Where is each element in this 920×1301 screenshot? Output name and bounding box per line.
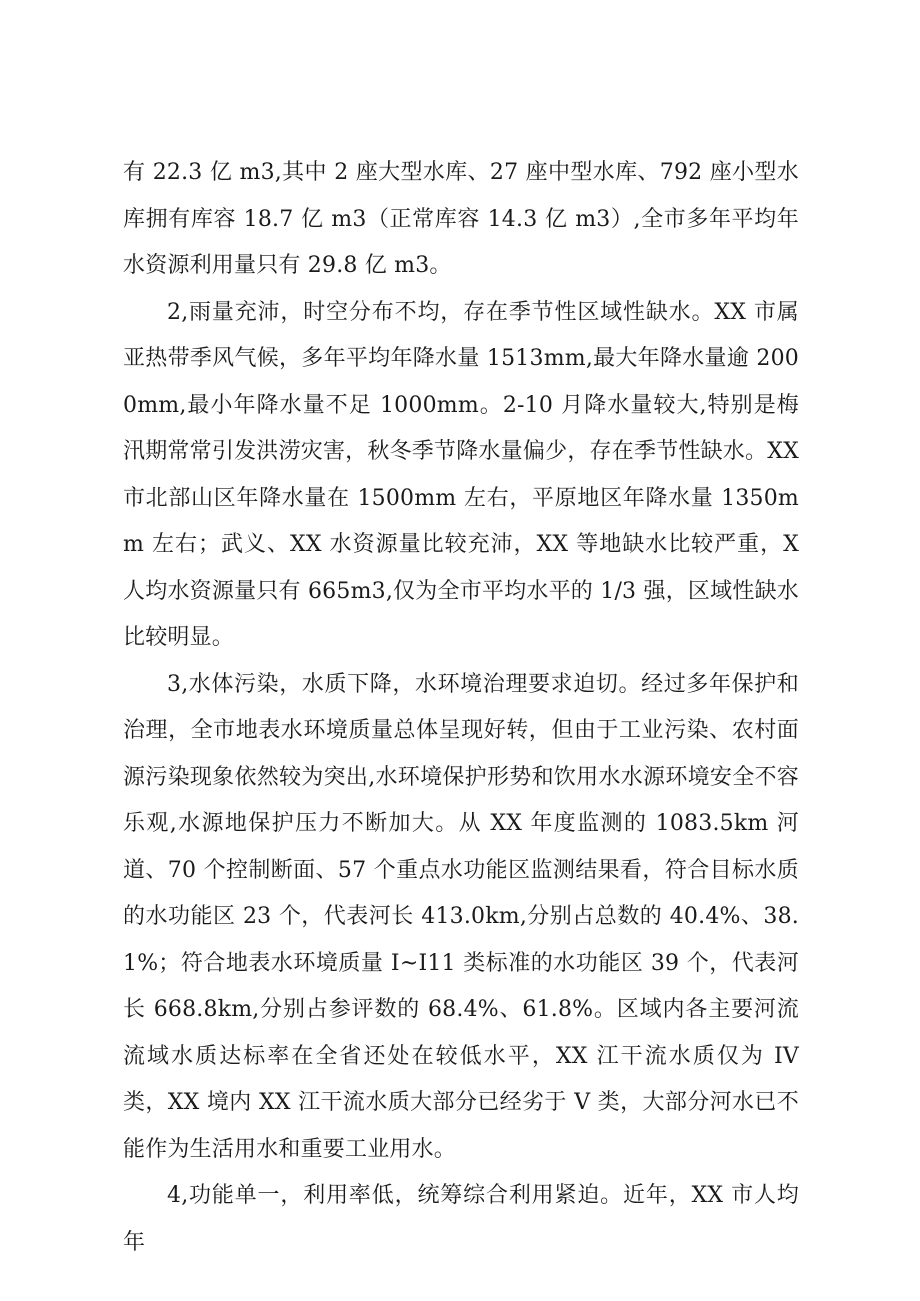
paragraph-reservoir-capacity: 有 22.3 亿 m3,其中 2 座大型水库、27 座中型水库、792 座小型水库拥有库容 18.7 亿 m3（正常库容 14.3 亿 m3）,全市多年平均年水资源利用量只有 29.8 亿 m3。: [123, 160, 799, 278]
paragraph-water-pollution: 3,水体污染，水质下降，水环境治理要求迫切。经过多年保护和治理，全市地表水环境质量总体呈现好转，但由于工业污染、农村面源污染现象依然较为突出,水环境保护形势和饮用水水源环境安全不容乐观,水源地保护压力不断加大。从 XX 年度监测的 1083.5km 河道、70 个控制断面、57 个重点水功能区监测结果看，符合目标水质的水功能区 23 个，代表河长 413.0km,分别占总数的 40.4%、38.1%；符合地表水环境质量 I~I11 类标准的水功能区 39 个，代表河长 668.8km,分别占参评数的 68.4%、61.8%。区域内各主要河流流域水质达标率在全省还处在较低水平，XX 江干流水质仅为 IV 类，XX 境内 XX 江干流水质大部分已经劣于 V 类，大部分河水已不能作为生活用水和重要工业用水。: [123, 671, 799, 1162]
paragraph-function-utilization: 4,功能单一，利用率低，统筹综合利用紧迫。近年，XX 市人均年: [123, 1183, 799, 1255]
document-body: [123, 150, 799, 1266]
paragraph-rainfall: 2,雨量充沛，时空分布不均，存在季节性区域性缺水。XX 市属亚热带季风气候，多年平均年降水量 1513mm,最大年降水量逾 2000mm,最小年降水量不足 1000mm。2-10 月降水量较大,特别是梅汛期常常引发洪涝灾害，秋冬季节降水量偏少，存在季节性缺水。XX 市北部山区年降水量在 1500mm 左右，平原地区年降水量 1350mm 左右；武义、XX 水资源量比较充沛，XX 等地缺水比较严重，X 人均水资源量只有 665m3,仅为全市平均水平的 1/3 强，区域性缺水比较明显。: [123, 299, 799, 650]
